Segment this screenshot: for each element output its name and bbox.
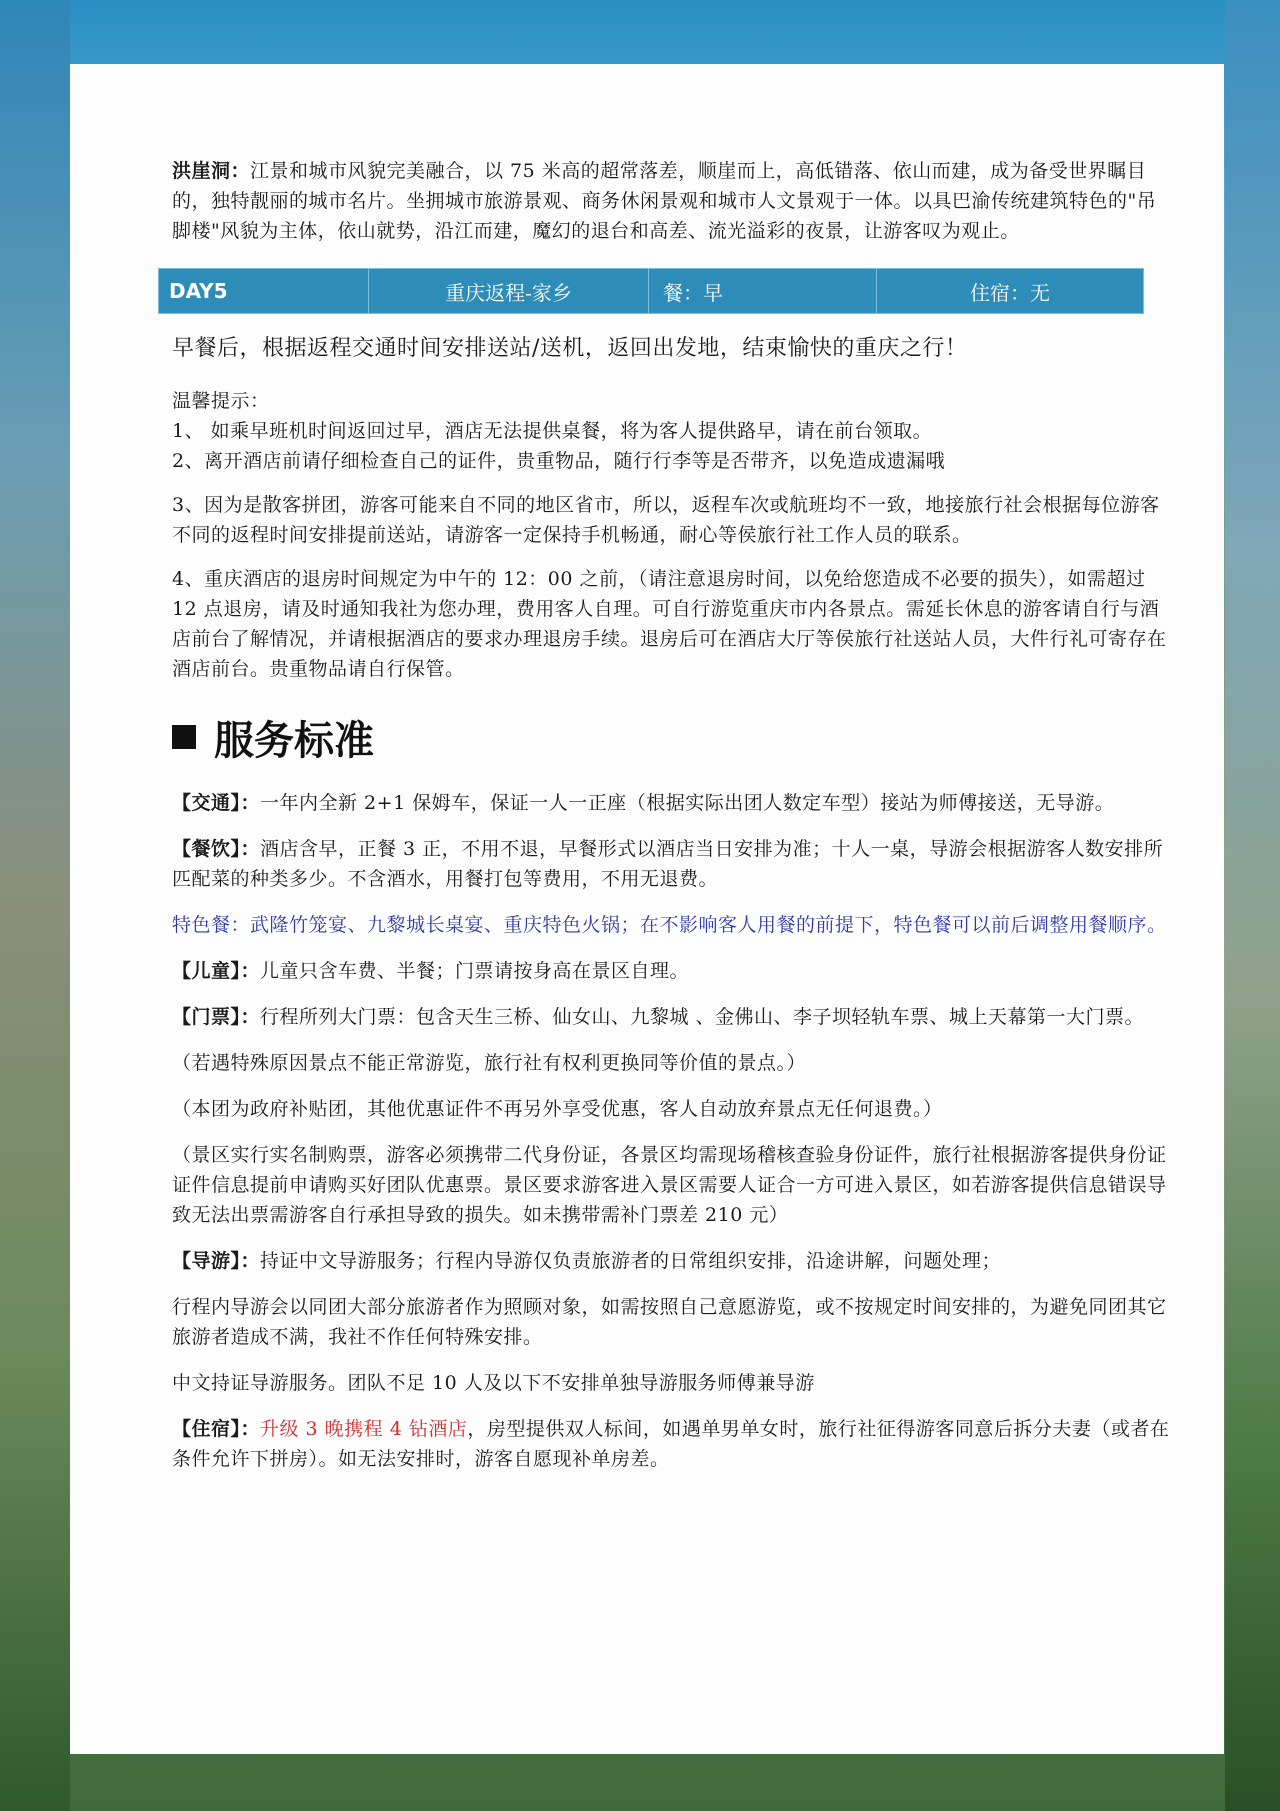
background-right bbox=[1225, 0, 1280, 1811]
service-title-text: 服务标准 bbox=[214, 717, 374, 764]
service-section-title bbox=[172, 710, 1172, 764]
traffic-text: 一年内全新 2+1 保姆车，保证一人一正座（根据实际出团人数定车型）接站为师傅接送，无导游。 bbox=[260, 792, 1115, 814]
ticket-note-3: （景区实行实名制购票，游客必须携带二代身份证，各景区均需现场稽核查验身份证件，旅行社根据游客提供身份证证件信息提前申请购买好团队优惠票。景区要求游客进入景区需要人证合一方可进入景区，如若游客提供信息错误导致无法出票需游客自行承担导致的损失。如未携带需补门票差 210 元） bbox=[172, 1144, 1167, 1226]
day-route: 重庆返程-家乡 bbox=[369, 269, 649, 313]
square-bullet-icon bbox=[172, 725, 196, 749]
ticket-note-2: （本团为政府补贴团，其他优惠证件不再另外享受优惠，客人自动放弃景点无任何退费。） bbox=[172, 1098, 943, 1120]
day-meal: 餐：早 bbox=[649, 269, 877, 313]
service-ticket bbox=[172, 1002, 1172, 1032]
hongyadong-intro bbox=[172, 156, 1172, 246]
service-guide-2: 行程内导游会以同团大部分旅游者作为照顾对象，如需按照自己意愿游览，或不按规定时间安排的，为避免同团其它旅游者造成不满，我社不作任何特殊安排。 bbox=[172, 1296, 1167, 1348]
service-guide-3: 中文持证导游服务。团队不足 10 人及以下不安排单独导游服务师傅兼导游 bbox=[172, 1372, 815, 1394]
background-left bbox=[0, 0, 70, 1811]
day-stay: 住宿：无 bbox=[970, 280, 1050, 305]
food-label: 【餐饮】： bbox=[172, 838, 261, 860]
service-special-meal: 特色餐：武隆竹笼宴、九黎城长桌宴、重庆特色火锅；在不影响客人用餐的前提下，特色餐可以前后调整用餐顺序。 bbox=[172, 914, 1167, 936]
tip-2: 2、离开酒店前请仔细检查自己的证件，贵重物品，随行行李等是否带齐，以免造成遗漏哦 bbox=[172, 450, 946, 472]
guide-label: 【导游】： bbox=[172, 1250, 261, 1272]
service-guide bbox=[172, 1246, 1172, 1276]
hotel-text: ，房型提供双人标间，如遇单男单女时，旅行社征得游客同意后拆分夫妻（或者在条件允许下拼房）。如无法安排时，游客自愿现补单房差。 bbox=[172, 1418, 1170, 1470]
ticket-text: 行程所列大门票：包含天生三桥、仙女山、九黎城 、金佛山、李子坝轻轨车票、城上天幕第一大门票。 bbox=[260, 1006, 1145, 1028]
day-number: DAY5 bbox=[159, 269, 369, 313]
guide-text: 持证中文导游服务；行程内导游仅负责旅游者的日常组织安排，沿途讲解，问题处理； bbox=[260, 1250, 1002, 1272]
service-food bbox=[172, 834, 1172, 894]
tip-1: 1、 如乘早班机时间返回过早，酒店无法提供桌餐，将为客人提供路早，请在前台领取。 bbox=[172, 420, 933, 442]
document-content bbox=[169, 156, 1172, 1490]
ticket-note-1: （若遇特殊原因景点不能正常游览，旅行社有权利更换同等价值的景点。） bbox=[172, 1052, 807, 1074]
child-text: 儿童只含车费、半餐；门票请按身高在景区自理。 bbox=[260, 960, 690, 982]
food-text: 酒店含早，正餐 3 正，不用不退，早餐形式以酒店当日安排为准；十人一桌，导游会根据游客人数安排所匹配菜的种类多少。不含酒水，用餐打包等费用，不用无退费。 bbox=[172, 838, 1164, 890]
document-page bbox=[70, 64, 1224, 1754]
intro-text: 江景和城市风貌完美融合，以 75 米高的超常落差，顺崖而上，高低错落、依山而建，成为备受世界瞩目的，独特靓丽的城市名片。坐拥城市旅游景观、商务休闲景观和城市人文景观于一体。以具巴渝传统建筑特色的"吊脚楼"风貌为主体，依山就势，沿江而建，魔幻的退台和高差、流光溢彩的夜景，让游客叹为观止。 bbox=[172, 160, 1157, 242]
ticket-label: 【门票】： bbox=[172, 1006, 261, 1028]
hotel-label: 【住宿】： bbox=[172, 1418, 261, 1440]
tips-title: 温馨提示： bbox=[172, 390, 270, 412]
tip-3: 3、因为是散客拼团，游客可能来自不同的地区省市，所以，返程车次或航班均不一致，地接旅行社会根据每位游客不同的返程时间安排提前送站，请游客一定保持手机畅通，耐心等侯旅行社工作人员的联系。 bbox=[172, 494, 1160, 546]
service-traffic bbox=[172, 788, 1172, 818]
day-itinerary: 早餐后，根据返程交通时间安排送站/送机，返回出发地，结束愉快的重庆之行！ bbox=[172, 336, 968, 361]
intro-label: 洪崖洞： bbox=[172, 160, 251, 182]
day-header-bar bbox=[158, 268, 1144, 314]
tip-4: 4、重庆酒店的退房时间规定为中午的 12：00 之前，（请注意退房时间，以免给您造成不必要的损失），如需超过 12 点退房，请及时通知我社为您办理，费用客人自理。可自行游览重庆市内各景点。需延长休息的游客请自行与酒店前台了解情况，并请根据酒店的要求办理退房手续。退房后可在酒店大厅等侯旅行社送站人员，大件行礼可寄存在酒店前台。贵重物品请自行保管。 bbox=[172, 568, 1167, 680]
service-child bbox=[172, 956, 1172, 986]
hotel-highlight: 升级 3 晚携程 4 钻酒店 bbox=[260, 1418, 468, 1440]
service-hotel bbox=[172, 1414, 1172, 1474]
traffic-label: 【交通】： bbox=[172, 792, 261, 814]
child-label: 【儿童】： bbox=[172, 960, 261, 982]
